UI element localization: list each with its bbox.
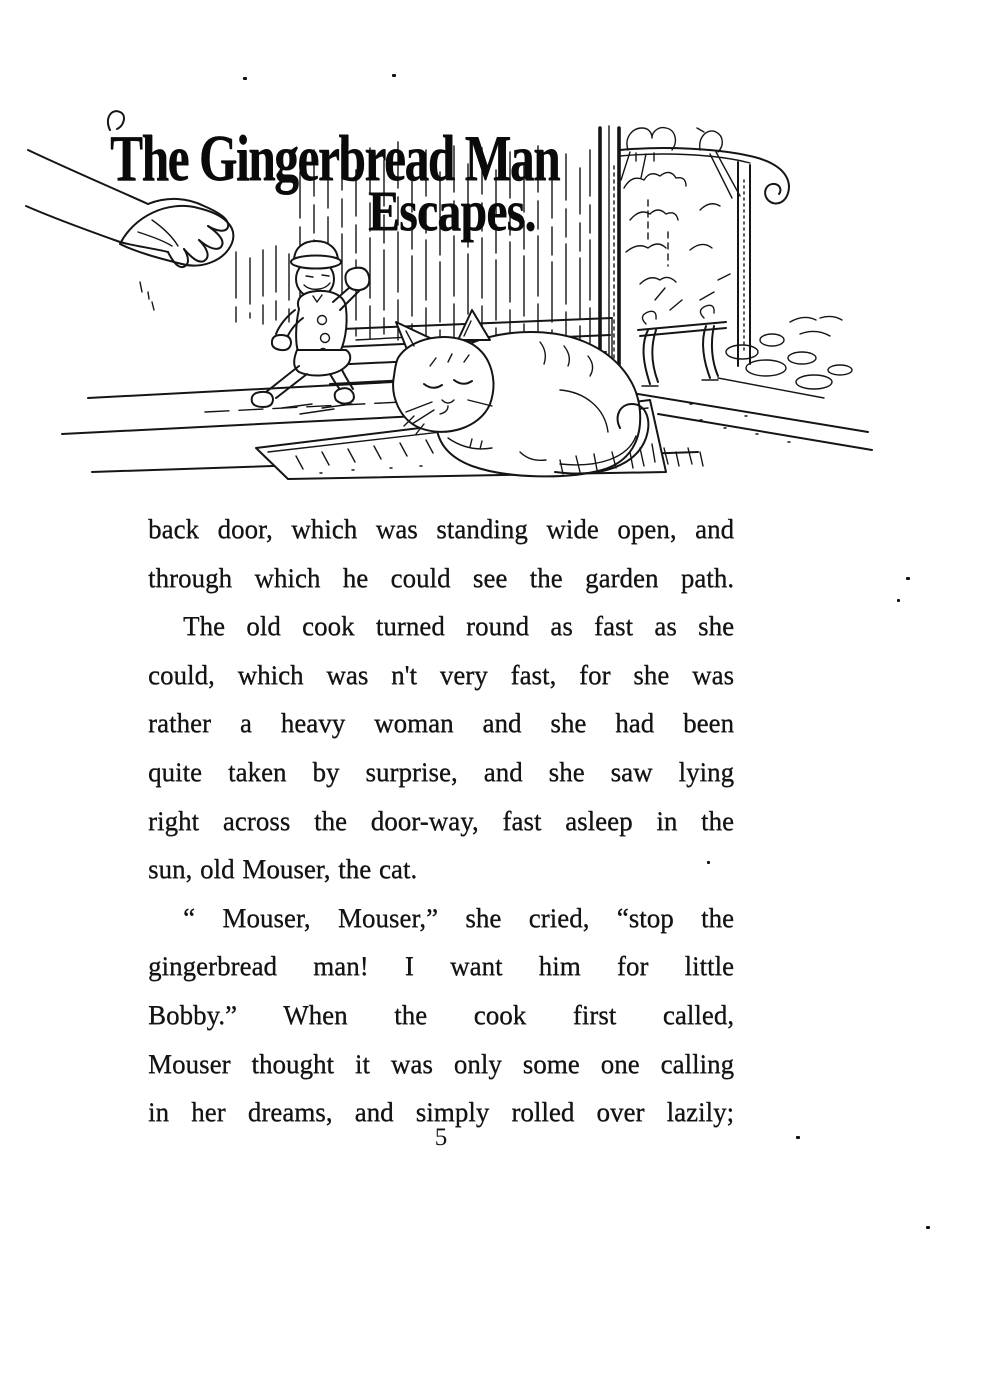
scan-speck — [392, 74, 396, 77]
page-number: 5 — [434, 1124, 448, 1151]
text-line: Bobby.” When the cook first called, — [148, 999, 734, 1030]
page-title-line1: The Gingerbread Man — [110, 122, 560, 195]
scan-speck — [707, 861, 710, 864]
text-line: The old cook turned round as fast as she — [183, 611, 734, 642]
text-line: through which he could see the garden path. — [148, 562, 734, 593]
garden-foliage — [624, 172, 730, 310]
text-line: back door, which was standing wide open, and — [148, 514, 734, 544]
scan-speck — [897, 599, 900, 602]
page-title-line2: Escapes. — [368, 180, 536, 243]
story-text — [148, 505, 734, 1137]
text-line: could, which was n't very fast, for she was — [148, 659, 734, 690]
text-line: in her dreams, and simply rolled over lazily; — [148, 1097, 734, 1128]
boot-scraper — [638, 305, 726, 386]
scan-speck — [906, 577, 910, 580]
text-line: right across the door-way, fast asleep in the — [148, 805, 734, 836]
garden-path-stones — [726, 316, 852, 389]
garden-view — [620, 128, 872, 450]
text-line: sun, old Mouser, the cat. — [148, 854, 418, 885]
motion-marks — [140, 282, 154, 310]
scan-speck — [796, 1136, 800, 1139]
scan-speck — [926, 1226, 930, 1229]
perched-birds-icon — [621, 128, 740, 198]
text-line: “ Mouser, Mouser,” she cried, “stop the — [183, 902, 734, 933]
scan-speck — [243, 77, 247, 80]
text-line: gingerbread man! I want him for little — [148, 951, 734, 982]
text-line: quite taken by surprise, and she saw lying — [148, 756, 734, 787]
text-line: Mouser thought it was only some one calling — [148, 1048, 734, 1079]
text-line: rather a heavy woman and she had been — [148, 708, 734, 739]
garden-path-edges — [626, 378, 872, 450]
story-illustration — [0, 0, 1005, 500]
